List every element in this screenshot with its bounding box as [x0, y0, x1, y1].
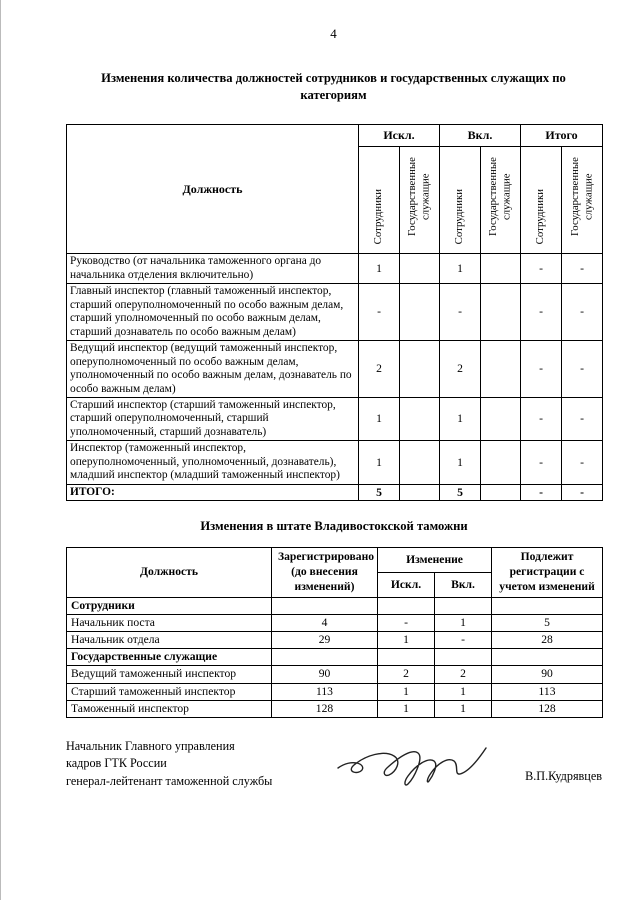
value-cell: - [562, 441, 603, 484]
value-cell: - [562, 484, 603, 501]
table-row [67, 284, 603, 341]
value-cell [400, 254, 440, 284]
section-row-employees [67, 597, 603, 614]
value-cell: 1 [440, 397, 481, 440]
value-cell [400, 341, 440, 398]
value-cell: - [521, 284, 562, 341]
registered-cell: 128 [272, 700, 378, 717]
categories-table [66, 124, 603, 501]
empty-cell [435, 597, 492, 614]
value-cell [481, 397, 521, 440]
section-label: Государственные служащие [67, 649, 272, 666]
signer-name: В.П.Кудрявцев [525, 768, 602, 783]
registered-cell: 113 [272, 683, 378, 700]
value-cell: 1 [440, 254, 481, 284]
table-row [67, 632, 603, 649]
handwritten-signature [298, 734, 525, 790]
excluded-cell: 1 [378, 632, 435, 649]
signature-block [66, 738, 602, 790]
signer-title-line1: Начальник Главного управления [66, 738, 235, 753]
page-content [1, 0, 640, 790]
position-cell: Ведущий инспектор (ведущий таможенный инспектор, оперуполномоченный по особо важным делам, уполномоченный по особо важным делам, дознаватель по особо важным делам) [67, 341, 359, 398]
subheader-cell [359, 147, 400, 254]
position-cell: Начальник поста [67, 615, 272, 632]
registered-column-header: Зарегистрировано (до внесения изменений) [272, 548, 378, 597]
value-cell: - [521, 254, 562, 284]
subheader-employees-label: Сотрудники [534, 188, 547, 244]
value-cell: 2 [359, 341, 400, 398]
empty-cell [435, 649, 492, 666]
value-cell: - [440, 284, 481, 341]
subheader-civil-label: Государственные служащие [568, 157, 594, 236]
position-cell: Руководство (от начальника таможенного органа до начальника отделения включительно) [67, 254, 359, 284]
excluded-cell: 2 [378, 666, 435, 683]
empty-cell [378, 597, 435, 614]
position-cell: Таможенный инспектор [67, 700, 272, 717]
subheader-employees-label: Сотрудники [372, 188, 385, 244]
page-number: 4 [330, 26, 337, 41]
position-cell: Начальник отдела [67, 632, 272, 649]
excluded-cell: 1 [378, 683, 435, 700]
value-cell: 1 [359, 397, 400, 440]
section-row-civil-servants [67, 649, 603, 666]
value-cell [481, 254, 521, 284]
section1-title: Изменения количества должностей сотрудников и государственных служащих по категориям [101, 71, 566, 102]
registered-cell: 4 [272, 615, 378, 632]
value-cell: - [521, 441, 562, 484]
subheader-employees-label: Сотрудники [453, 188, 466, 244]
value-cell: - [562, 284, 603, 341]
staff-changes-table [66, 547, 603, 717]
value-cell: 1 [440, 441, 481, 484]
value-cell: - [521, 397, 562, 440]
value-cell [400, 484, 440, 501]
table-row [67, 254, 603, 284]
value-cell: - [521, 341, 562, 398]
subheader-civil-label: Государственные служащие [487, 157, 513, 236]
value-cell [400, 397, 440, 440]
included-cell: - [435, 632, 492, 649]
value-cell: - [562, 397, 603, 440]
value-cell: 2 [440, 341, 481, 398]
included-cell: 1 [435, 683, 492, 700]
included-cell: 2 [435, 666, 492, 683]
registered-cell: 29 [272, 632, 378, 649]
value-cell [400, 284, 440, 341]
section-label: Сотрудники [67, 597, 272, 614]
position-column-header: Должность [67, 125, 359, 254]
value-cell [481, 484, 521, 501]
empty-cell [492, 597, 603, 614]
empty-cell [272, 649, 378, 666]
excluded-column-header: Искл. [378, 573, 435, 598]
empty-cell [272, 597, 378, 614]
subheader-cell [440, 147, 481, 254]
group-header-included: Вкл. [440, 125, 521, 147]
result-column-header: Подлежит регистрации с учетом изменений [492, 548, 603, 597]
subheader-cell [400, 147, 440, 254]
signer-title-line3: генерал-лейтенант таможенной службы [66, 773, 273, 788]
position-cell: Главный инспектор (главный таможенный инспектор, старший оперуполномоченный по особо важным делам, старший уполномоченный по особо важным делам, старший дознаватель по особо важным делам) [67, 284, 359, 341]
position-column-header: Должность [67, 548, 272, 597]
change-group-header: Изменение [378, 548, 492, 573]
total-label-cell: ИТОГО: [67, 484, 359, 501]
group-header-total: Итого [521, 125, 603, 147]
position-cell: Инспектор (таможенный инспектор, оперуполномоченный, уполномоченный, дознаватель), младший инспектор (младший таможенный инспектор) [67, 441, 359, 484]
subheader-cell [562, 147, 603, 254]
result-cell: 128 [492, 700, 603, 717]
table-row [67, 666, 603, 683]
value-cell: 5 [440, 484, 481, 501]
total-row [67, 484, 603, 501]
included-cell: 1 [435, 615, 492, 632]
excluded-cell: 1 [378, 700, 435, 717]
table-row [67, 700, 603, 717]
signature-scrawl-icon [332, 734, 492, 790]
value-cell: - [562, 254, 603, 284]
table-row [67, 441, 603, 484]
value-cell: - [359, 284, 400, 341]
section2-title: Изменения в штате Владивостокской таможни [200, 519, 468, 534]
table-row [67, 683, 603, 700]
table-row [67, 615, 603, 632]
empty-cell [378, 649, 435, 666]
result-cell: 113 [492, 683, 603, 700]
value-cell [481, 341, 521, 398]
subheader-civil-label: Государственные служащие [406, 157, 432, 236]
value-cell: 1 [359, 254, 400, 284]
position-cell: Старший инспектор (старший таможенный инспектор, старший оперуполномоченный, старший уполномоченный, старший дознаватель) [67, 397, 359, 440]
result-cell: 90 [492, 666, 603, 683]
value-cell: 1 [359, 441, 400, 484]
table-header-row [67, 548, 603, 573]
subheader-cell [521, 147, 562, 254]
value-cell: 5 [359, 484, 400, 501]
value-cell [400, 441, 440, 484]
included-cell: 1 [435, 700, 492, 717]
position-cell: Старший таможенный инспектор [67, 683, 272, 700]
table-header-row-groups [67, 125, 603, 147]
group-header-excluded: Искл. [359, 125, 440, 147]
signer-title [66, 738, 298, 790]
value-cell: - [562, 341, 603, 398]
registered-cell: 90 [272, 666, 378, 683]
subheader-cell [481, 147, 521, 254]
excluded-cell: - [378, 615, 435, 632]
value-cell [481, 284, 521, 341]
included-column-header: Вкл. [435, 573, 492, 598]
position-cell: Ведущий таможенный инспектор [67, 666, 272, 683]
empty-cell [492, 649, 603, 666]
value-cell [481, 441, 521, 484]
result-cell: 5 [492, 615, 603, 632]
value-cell: - [521, 484, 562, 501]
signer-title-line2: кадров ГТК России [66, 756, 167, 771]
table-row [67, 341, 603, 398]
table-row [67, 397, 603, 440]
result-cell: 28 [492, 632, 603, 649]
